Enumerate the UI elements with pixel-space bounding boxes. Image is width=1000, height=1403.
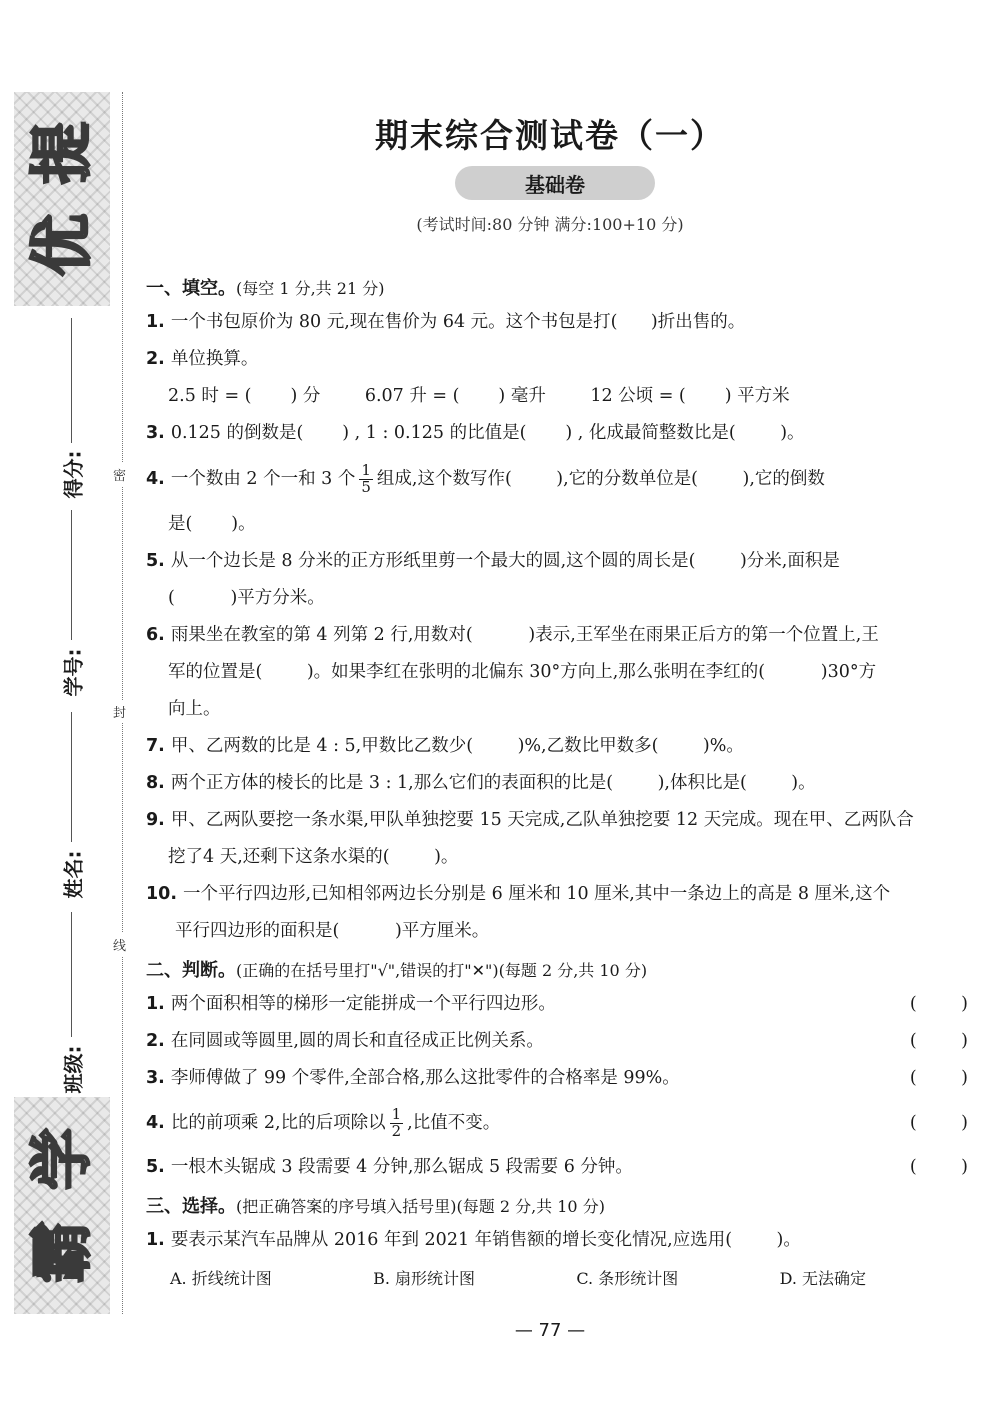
question-number: 1. <box>146 312 165 332</box>
question-continuation: 向上。 <box>168 699 221 719</box>
brand-char: 学 <box>24 1127 98 1191</box>
brand-char: 提 <box>24 121 98 185</box>
question <box>146 617 970 654</box>
question-number: 4. <box>146 469 165 489</box>
fraction-denominator: 2 <box>391 1122 402 1140</box>
answer-paren[interactable]: ( ) <box>909 994 968 1014</box>
question <box>146 876 970 913</box>
section-note: (正确的在括号里打"√",错误的打"✕")(每题 2 分,共 10 分) <box>236 961 648 980</box>
section-title: 三、选择。 <box>146 1196 236 1217</box>
question-continuation: 军的位置是( )。如果李红在张明的北偏东 30°方向上,那么张明在李红的( )30°方 <box>168 662 877 682</box>
question-number: 3. <box>146 423 165 443</box>
question-text: 甲、乙两队要挖一条水渠,甲队单独挖要 15 天完成,乙队单独挖要 12 天完成。现在甲、乙两队合 <box>170 810 914 830</box>
margin-line <box>71 912 72 1037</box>
question <box>146 728 970 765</box>
question-text: 一根木头锯成 3 段需要 4 分钟,那么锯成 5 段需要 6 分钟。 <box>170 1157 633 1177</box>
option-a[interactable]: A. 折线统计图 <box>170 1269 272 1288</box>
answer-paren[interactable]: ( ) <box>909 1068 968 1088</box>
brand-char: 优 <box>24 213 98 277</box>
question-number: 9. <box>146 810 165 830</box>
question-number: 8. <box>146 773 165 793</box>
fraction-numerator: 1 <box>361 461 371 480</box>
fraction <box>359 463 373 496</box>
question-continuation: 平行四边形的面积是( )平方厘米。 <box>175 921 490 941</box>
question-continuation: ( )平方分米。 <box>168 588 325 608</box>
question <box>146 802 970 839</box>
judge-item <box>146 1023 970 1060</box>
answer-paren[interactable]: ( ) <box>909 1157 968 1177</box>
option-d[interactable]: D. 无法确定 <box>779 1269 866 1288</box>
answer-paren[interactable]: ( ) <box>909 1113 968 1133</box>
question-number: 2. <box>146 349 165 369</box>
question <box>146 452 970 506</box>
question-continuation: 挖了4 天,还剩下这条水渠的( )。 <box>168 847 459 867</box>
answer-paren[interactable]: ( ) <box>909 1031 968 1051</box>
question-text: 两个面积相等的梯形一定能拼成一个平行四边形。 <box>170 994 556 1014</box>
question-number: 1. <box>146 994 165 1014</box>
brand-char: 霸 <box>24 1220 98 1284</box>
question-text: 要表示某汽车品牌从 2016 年到 2021 年销售额的增长变化情况,应选用( )。 <box>170 1230 801 1250</box>
section-heading <box>146 956 970 986</box>
question-number: 6. <box>146 625 165 645</box>
question-text: 雨果坐在教室的第 4 列第 2 行,用数对( )表示,王军坐在雨果正后方的第一个位置上,王 <box>170 625 879 645</box>
seal-char-feng: 封 <box>113 700 126 723</box>
section-heading <box>146 1192 970 1222</box>
name-label: 姓名: <box>61 850 86 899</box>
judge-item <box>146 1097 970 1149</box>
exam-info: (考试时间:80 分钟 满分:100+10 分) <box>416 215 684 234</box>
question-text: 一个书包原价为 80 元,现在售价为 64 元。这个书包是打( )折出售的。 <box>170 312 746 332</box>
question-text: 两个正方体的棱长的比是 3 : 1,那么它们的表面积的比是( ),体积比是( )。 <box>170 773 816 793</box>
margin-line <box>71 318 72 443</box>
page-number: — 77 — <box>514 1320 586 1341</box>
question-text: 0.125 的倒数是( ) , 1 : 0.125 的比值是( ) , 化成最简整数比是( )。 <box>170 423 805 443</box>
question <box>146 1222 970 1259</box>
question-text: 从一个边长是 8 分米的正方形纸里剪一个最大的圆,这个圆的周长是( )分米,面积是 <box>170 551 840 571</box>
question-number: 7. <box>146 736 165 756</box>
level-badge: 基础卷 <box>455 166 655 200</box>
question-number: 5. <box>146 551 165 571</box>
page-title: 期末综合测试卷（一） <box>375 116 725 155</box>
margin-line <box>71 712 72 842</box>
student-id-label: 学号: <box>61 648 86 697</box>
question-number: 5. <box>146 1157 165 1177</box>
judge-item <box>146 986 970 1023</box>
question <box>146 543 970 580</box>
score-label: 得分: <box>61 450 86 499</box>
option-b[interactable]: B. 扇形统计图 <box>373 1269 476 1288</box>
brand-block-bottom <box>14 1097 110 1314</box>
question-number: 10. <box>146 884 178 904</box>
question-number: 3. <box>146 1068 165 1088</box>
fraction-denominator: 5 <box>361 478 371 496</box>
question-number: 2. <box>146 1031 165 1051</box>
judge-item <box>146 1149 970 1186</box>
seal-char-xian: 线 <box>113 933 126 956</box>
section-note: (把正确答案的序号填入括号里)(每题 2 分,共 10 分) <box>236 1197 605 1216</box>
section-title: 二、判断。 <box>146 960 236 981</box>
question-number: 4. <box>146 1113 165 1133</box>
question-text: 比的前项乘 2,比的后项除以 <box>170 1113 386 1133</box>
question-text: 甲、乙两数的比是 4 : 5,甲数比乙数少( )%,乙数比甲数多( )%。 <box>170 736 744 756</box>
class-label: 班级: <box>61 1045 86 1094</box>
question-number: 1. <box>146 1230 165 1250</box>
question-text: ,比值不变。 <box>407 1113 501 1133</box>
section-heading <box>146 274 970 304</box>
option-c[interactable]: C. 条形统计图 <box>576 1269 679 1288</box>
seal-char-mi: 密 <box>113 463 126 486</box>
section-title: 一、填空。 <box>146 278 236 299</box>
question-text: 组成,这个数写作( ),它的分数单位是( ),它的倒数 <box>376 469 825 489</box>
judge-item <box>146 1060 970 1097</box>
exam-content <box>146 268 970 1299</box>
question-continuation: 是( )。 <box>168 514 256 534</box>
question-text: 在同圆或等圆里,圆的周长和直径成正比例关系。 <box>170 1031 544 1051</box>
question <box>146 341 970 378</box>
question-continuation: 2.5 时 = ( ) 分 6.07 升 = ( ) 毫升 12 公顷 = ( ) 平方米 <box>168 386 790 406</box>
fraction <box>390 1107 404 1140</box>
question <box>146 415 970 452</box>
fraction-numerator: 1 <box>391 1105 402 1124</box>
margin-line <box>71 510 72 640</box>
question-text: 一个数由 2 个一和 3 个 <box>170 469 356 489</box>
section-note: (每空 1 分,共 21 分) <box>236 279 385 298</box>
question <box>146 765 970 802</box>
choice-options <box>146 1259 866 1299</box>
question-text: 单位换算。 <box>170 349 259 369</box>
question-text: 一个平行四边形,已知相邻两边长分别是 6 厘米和 10 厘米,其中一条边上的高是 8 厘米,这个 <box>183 884 891 904</box>
question-text: 李师傅做了 99 个零件,全部合格,那么这批零件的合格率是 99%。 <box>170 1068 680 1088</box>
question <box>146 304 970 341</box>
